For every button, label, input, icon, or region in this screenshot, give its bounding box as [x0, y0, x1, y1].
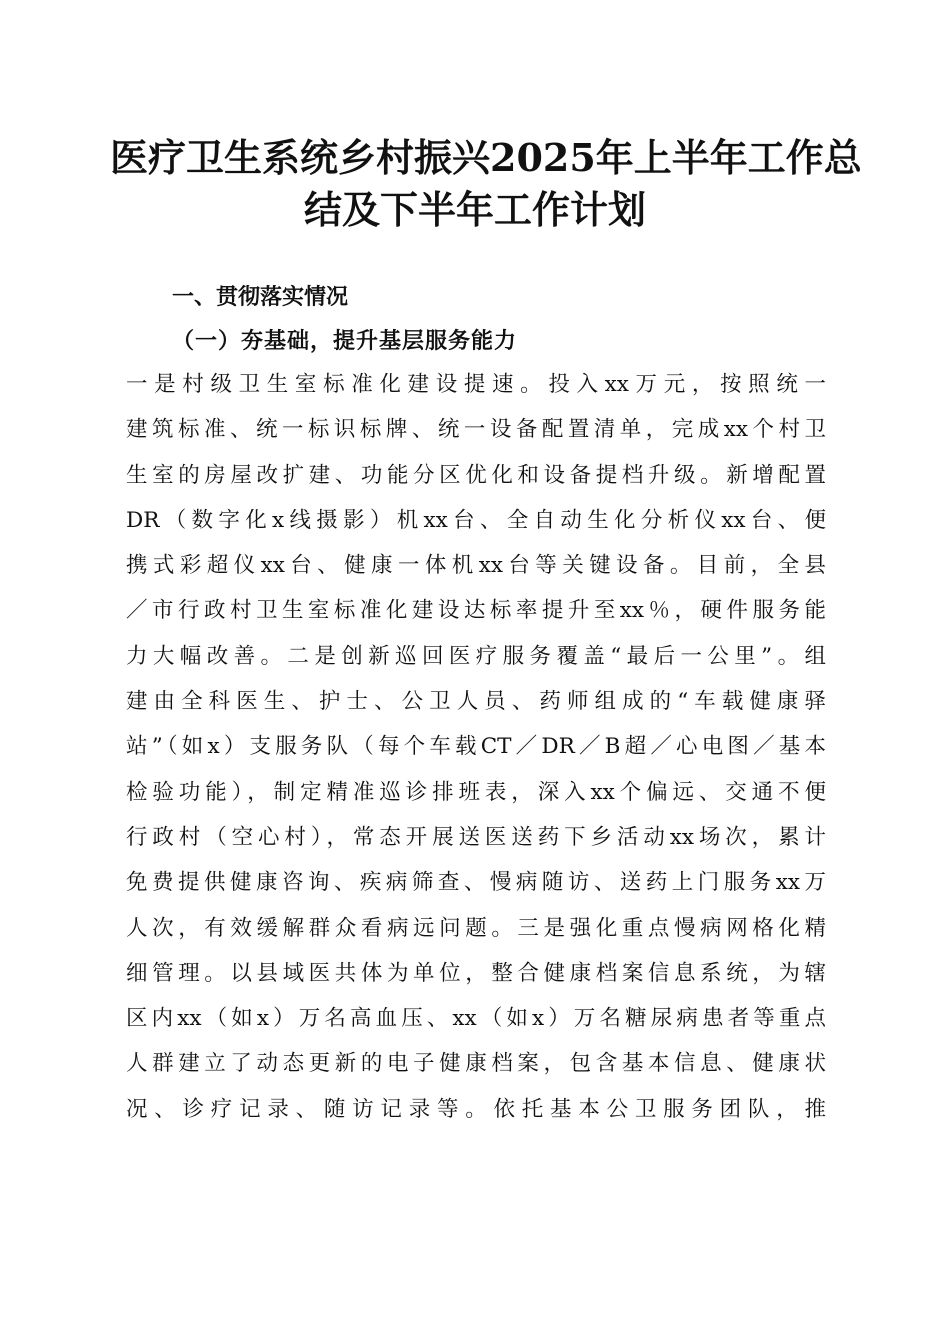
body-line: 生室的房屋改扩建、功能分区优化和设备提档升级。新增配置	[126, 462, 826, 488]
body-line: 免费提供健康咨询、疾病筛查、慢病随访、送药上门服务xx万	[126, 870, 826, 896]
body-line: 建筑标准、统一标识标牌、统一设备配置清单，完成xx个村卫	[126, 417, 826, 443]
body-line: 人群建立了动态更新的电子健康档案，包含基本信息、健康状	[126, 1051, 826, 1077]
body-line: 行政村（空心村），常态开展送医送药下乡活动xx场次，累计	[126, 824, 826, 850]
body-line: ／市行政村卫生室标准化建设达标率提升至xx％，硬件服务能	[126, 598, 826, 624]
body-paragraph	[126, 362, 826, 1132]
body-line: 人次，有效缓解群众看病远问题。三是强化重点慢病网格化精	[126, 915, 826, 941]
body-line: 携式彩超仪xx台、健康一体机xx台等关键设备。目前，全县	[126, 553, 826, 579]
document-title	[110, 132, 862, 236]
body-line: 一是村级卫生室标准化建设提速。投入xx万元，按照统一	[126, 372, 826, 397]
body-line-last: 况、诊疗记录、随访记录等。依托基本公卫服务团队，推	[126, 1096, 826, 1122]
title-line-1: 医疗卫生系统乡村振兴2025年上半年工作总	[110, 135, 862, 180]
body-line: 区内xx（如x）万名高血压、xx（如x）万名糖尿病患者等重点	[126, 1006, 826, 1032]
title-line-2: 结及下半年工作计划	[303, 187, 646, 232]
subsection-heading: （一）夯基础，提升基层服务能力	[172, 328, 518, 354]
section-heading: 一、贯彻落实情况	[172, 285, 349, 310]
body-line: 细管理。以县域医共体为单位，整合健康档案信息系统，为辖	[126, 960, 826, 986]
body-line: 力大幅改善。二是创新巡回医疗服务覆盖“最后一公里”。组	[126, 643, 826, 669]
body-line: 检验功能），制定精准巡诊排班表，深入xx个偏远、交通不便	[126, 779, 826, 805]
body-line: DR（数字化x线摄影）机xx台、全自动生化分析仪xx台、便	[126, 507, 826, 533]
body-line: 建由全科医生、护士、公卫人员、药师组成的“车载健康驿	[126, 689, 826, 715]
body-line: 站”（如x）支服务队（每个车载CT／DR／B超／心电图／基本	[126, 734, 826, 760]
